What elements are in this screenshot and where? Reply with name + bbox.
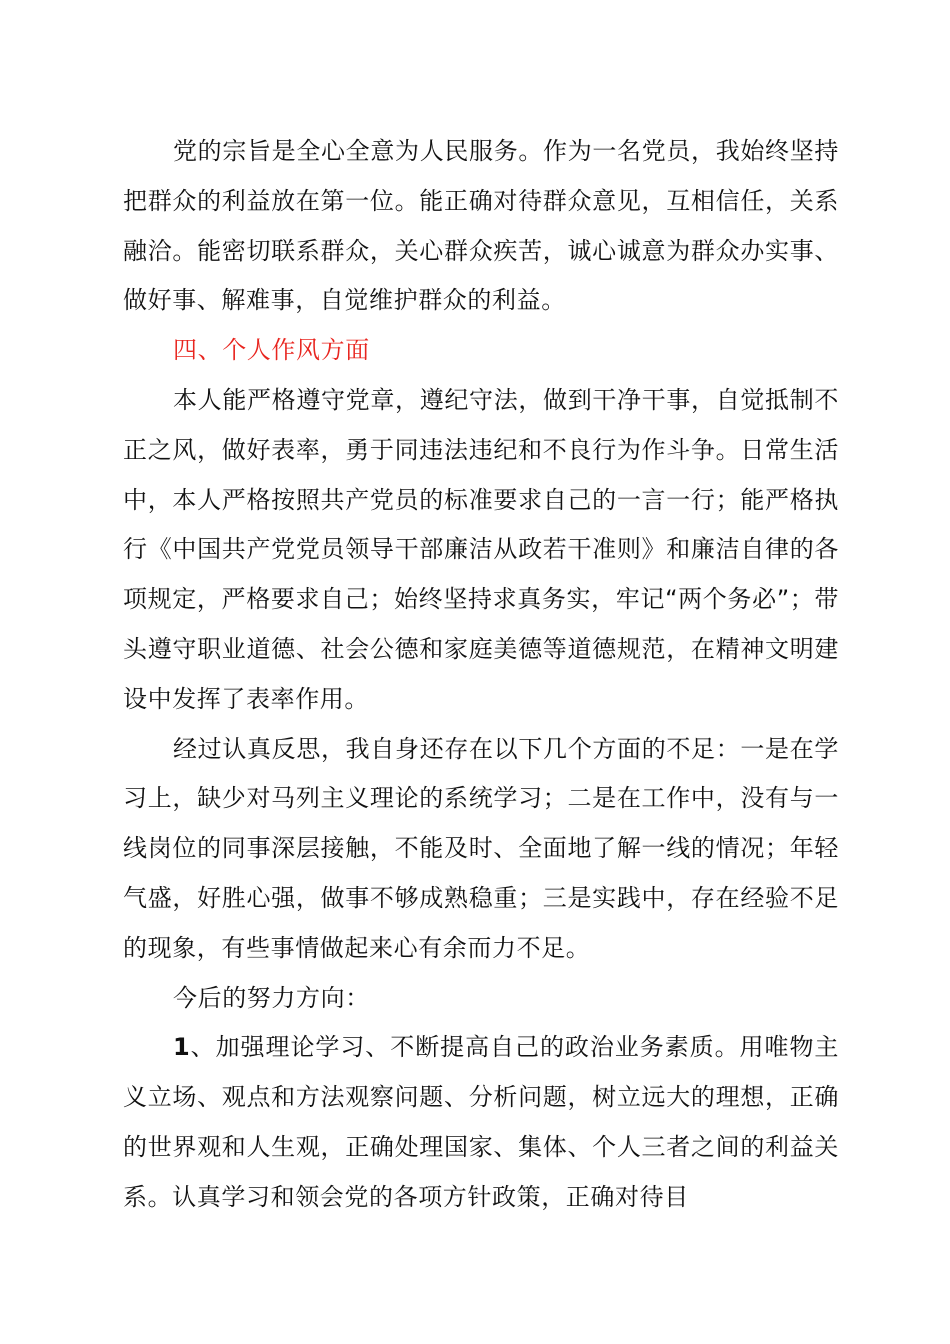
paragraph-party-purpose: 党的宗旨是全心全意为人民服务。作为一名党员，我始终坚持把群众的利益放在第一位。能正确对待群众意见，互相信任，关系融洽。能密切联系群众，关心群众疾苦，诚心诚意为群众办实事、做好事、解难事，自觉维护群众的利益。 bbox=[123, 137, 839, 315]
list-item-1 bbox=[123, 1023, 839, 1222]
paragraph-shortcomings: 经过认真反思，我自身还存在以下几个方面的不足：一是在学习上，缺少对马列主义理论的系统学习；二是在工作中，没有与一线岗位的同事深层接触，不能及时、全面地了解一线的情况；年轻气盛，好胜心强，做事不够成熟稳重；三是实践中，存在经验不足的现象，有些事情做起来心有余而力不足。 bbox=[123, 734, 839, 962]
document-body bbox=[123, 127, 839, 1223]
list-item-1-number: 1 bbox=[173, 1033, 191, 1062]
section-heading-personal-conduct: 四、个人作风方面 bbox=[173, 336, 370, 365]
paragraph-personal-conduct: 本人能严格遵守党章，遵纪守法，做到干净干事，自觉抵制不正之风，做好表率，勇于同违法违纪和不良行为作斗争。日常生活中，本人严格按照共产党员的标准要求自己的一言一行；能严格执行《中国共产党党员领导干部廉洁从政若干准则》和廉洁自律的各项规定，严格要求自己；始终坚持求真务实，牢记“两个务必”；带头遵守职业道德、社会公德和家庭美德等道德规范，在精神文明建设中发挥了表率作用。 bbox=[123, 385, 839, 713]
list-item-1-text: 、加强理论学习、不断提高自己的政治业务素质。用唯物主义立场、观点和方法观察问题、分析问题，树立远大的理想，正确的世界观和人生观，正确处理国家、集体、个人三者之间的利益关系。认真学习和领会党的各项方针政策，正确对待目 bbox=[123, 1033, 839, 1211]
paragraph-future-direction: 今后的努力方向： bbox=[173, 983, 370, 1012]
